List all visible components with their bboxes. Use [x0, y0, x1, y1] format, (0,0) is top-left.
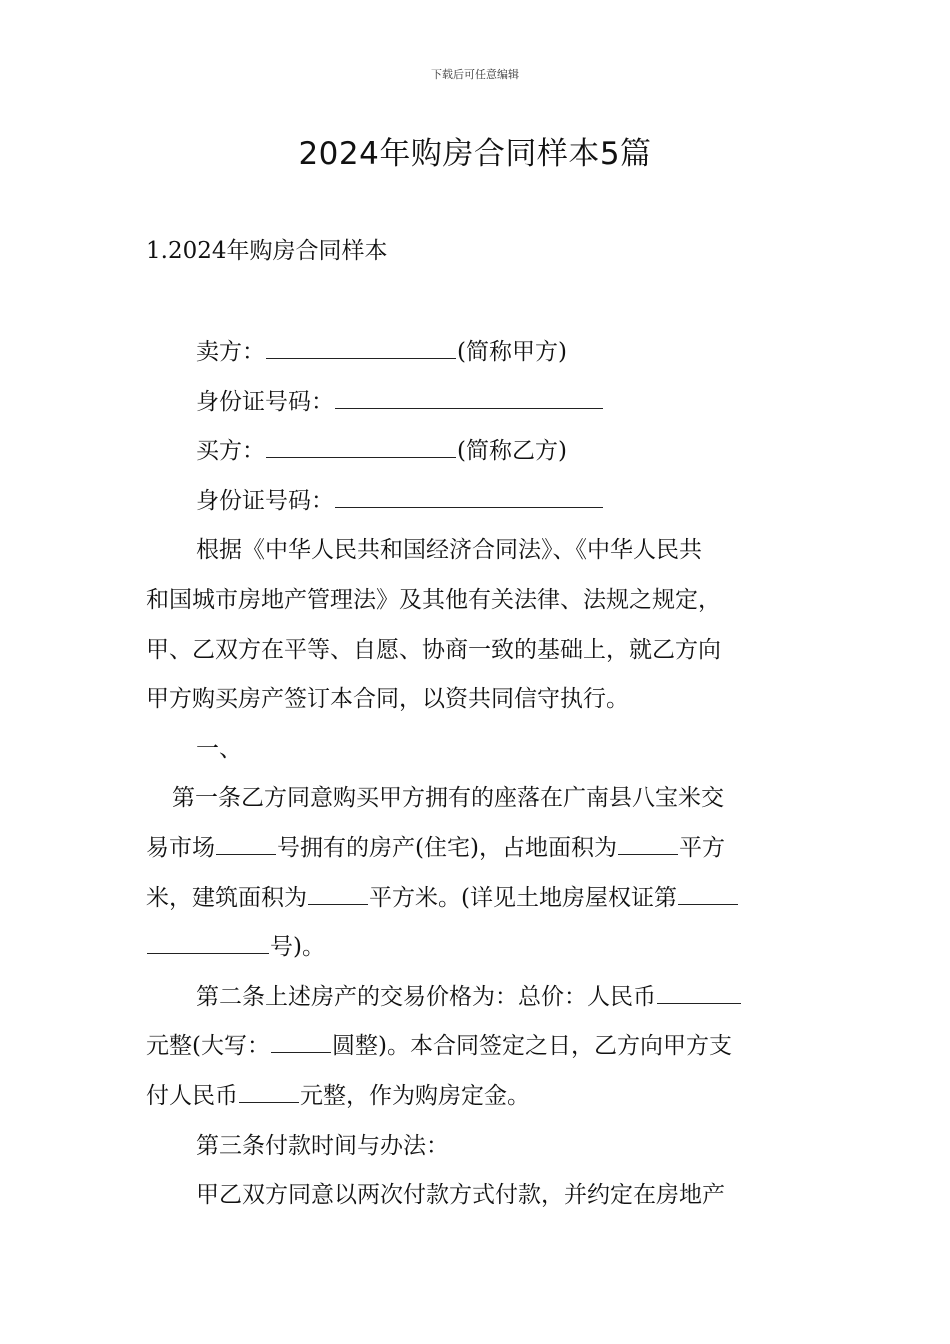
land-area-blank [618, 830, 678, 855]
buyer-id-label: 身份证号码： [196, 487, 334, 514]
deposit-blank [239, 1078, 299, 1103]
article1-line-4 [146, 923, 808, 973]
buyer-name-blank [266, 433, 456, 458]
total-price-blank [657, 979, 741, 1004]
part-one-heading: 一、 [196, 735, 242, 762]
article1-text-2b: 号拥有的房产(住宅)，占地面积为 [277, 834, 617, 861]
buyer-suffix: (简称乙方) [457, 438, 567, 465]
seller-id-blank [335, 384, 603, 409]
article2-text-2a: 元整(大写： [146, 1033, 270, 1060]
preamble-line-4: 甲方购买房产签订本合同，以资共同信守执行。 [146, 686, 629, 713]
article2-text-1a: 第二条上述房产的交易价格为：总价：人民币 [196, 983, 656, 1010]
article1-text-3b: 平方米。(详见土地房屋权证第 [369, 884, 677, 911]
article1-line-1: 第一条乙方同意购买甲方拥有的座落在广南县八宝米交 [172, 785, 724, 812]
buyer-id-blank [335, 483, 603, 508]
house-number-blank [216, 830, 276, 855]
article1-line-2 [146, 824, 808, 874]
buyer-label: 买方： [196, 438, 265, 465]
seller-id-line [146, 378, 808, 428]
article2-line-2 [146, 1022, 808, 1072]
document-title: 2024年购房合同样本5篇 [298, 136, 652, 172]
article2-line-1 [146, 973, 808, 1023]
section-heading: 1.2024年购房合同样本 [146, 238, 388, 264]
preamble-line-2: 和国城市房地产管理法》及其他有关法律、法规之规定， [146, 586, 721, 613]
certificate-number-blank-1 [678, 880, 738, 905]
price-capital-blank [271, 1028, 331, 1053]
article1-line-3 [146, 874, 808, 924]
buyer-id-line [146, 477, 808, 527]
article1-text-2a: 易市场 [146, 834, 215, 861]
article3-heading: 第三条付款时间与办法： [196, 1132, 449, 1159]
article1-text-4a: 号)。 [270, 934, 325, 961]
preamble-line-1: 根据《中华人民共和国经济合同法》、《中华人民共 [196, 537, 702, 564]
article1-text-2c: 平方 [678, 834, 725, 861]
article1-text-3a: 米，建筑面积为 [146, 884, 307, 911]
contract-body [146, 328, 808, 1221]
seller-suffix: (简称甲方) [457, 339, 567, 365]
certificate-number-blank-2 [147, 929, 269, 954]
buyer-line [146, 427, 808, 477]
seller-name-blank [266, 334, 456, 359]
article3-line-1: 甲乙双方同意以两次付款方式付款，并约定在房地产 [196, 1182, 725, 1209]
article2-text-2b: 圆整)。本合同签定之日，乙方向甲方支 [331, 1033, 732, 1060]
article2-text-3b: 元整，作为购房定金。 [300, 1082, 530, 1109]
seller-id-label: 身份证号码： [196, 388, 334, 415]
preamble-line-3: 甲、乙双方在平等、自愿、协商一致的基础上，就乙方向 [146, 636, 721, 663]
article2-line-3 [146, 1072, 808, 1122]
building-area-blank [308, 880, 368, 905]
seller-label: 卖方： [196, 339, 265, 365]
seller-line [146, 328, 808, 378]
article2-text-3a: 付人民币 [146, 1082, 238, 1109]
header-note: 下载后可任意编辑 [431, 68, 519, 81]
